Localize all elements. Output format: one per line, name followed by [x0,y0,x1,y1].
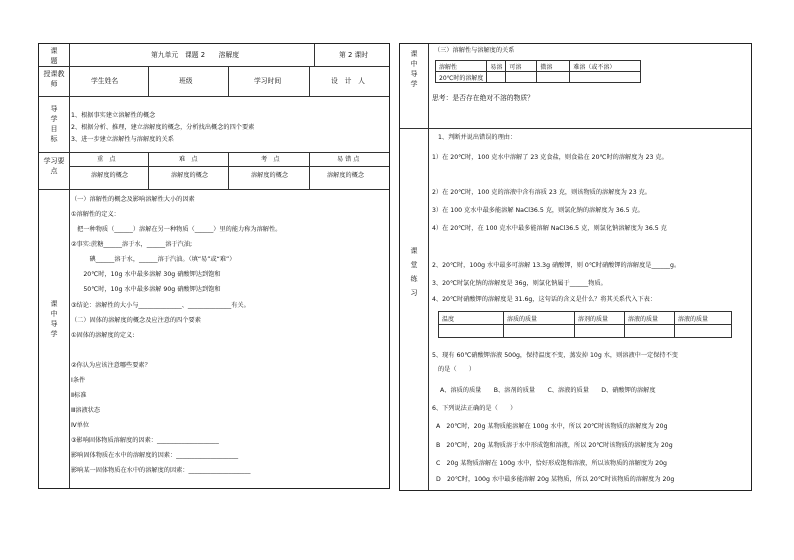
practice-line: A 20℃时，20g 某物质能溶解在 100g 水中，所以 20℃时该物质的溶解度为 20g [436,423,668,430]
practice-line: A、溶质的质量 B、溶剂的质量 C、溶液的质量 D、硝酸钾的溶解度 [440,387,656,394]
solubility-cell [487,72,506,83]
key-value: 溶解度的概念 [171,172,209,179]
key-header: 难 点 [179,156,198,163]
designer-label: 设 计 人 [331,77,365,85]
guide-line: 影响某一固体物质在水中的溶解度的因素：____________________ [71,467,251,474]
guide-line: Ⅱ标准 [71,392,87,399]
guide-line: 碘______溶于水，______溶于汽油。（填“易”或“难”） [71,256,236,263]
guide-line: （二）固体的溶解度的概念及应注意的四个要素 [71,317,201,324]
mass-cell [439,325,504,338]
goal-item: 1、根据事实建立溶解性的概念 [71,112,156,119]
key-value: 溶解度的概念 [251,172,289,179]
practice-line: 3）在 100 克水中最多能溶解 NaCl36.5 克，则氯化钠的溶解度为 36.5 克。 [432,207,644,214]
mass-header: 溶剂的质量 [575,312,625,325]
guide-line: ③结论：溶解性的大小与______________、______________有关。 [71,302,250,309]
mass-cell [575,325,625,338]
key-value: 溶解度的概念 [91,172,129,179]
student-name-label: 学生姓名 [91,77,119,85]
guide-label: 课中导学 [50,300,58,338]
solubility-cell: 微溶 [537,61,570,72]
goal-item: 3、进一步建立溶解性与溶解度的关系 [71,136,174,143]
practice-line: 2）在 20℃时，100 克的溶液中含有溶质 23 克，则该物质的溶解度为 23 克。 [432,189,651,196]
solubility-cell [537,72,570,83]
practice-line: 的是（ ） [438,366,476,373]
mass-cell [504,325,575,338]
period-label: 第 2 课时 [339,51,369,59]
left-page [38,43,390,489]
practice-line: B 20℃时，20g 某物质溶于水中形成饱和溶液，所以 20℃时该物质的溶解度为 20g [436,442,673,449]
mass-header: 溶液的质量 [675,312,732,325]
solubility-cell: 可溶 [506,61,537,72]
guide-line: ③影响固体物质溶解度的因素：____________________ [71,437,219,444]
practice-line: 4）在 20℃时，在 100 克水中最多能溶解 NaCl36.5 克，则氯化钠溶解度为 36.5 克 [432,225,667,232]
mass-relation-table [438,311,732,338]
solubility-cell: 难溶（或不溶） [570,61,641,72]
guide-line: Ⅲ溶液状态 [71,407,101,414]
practice-line: D 20℃时，100g 水中最多能溶解 20g 某物质，所以 20℃时该物质的溶解度为 20g [436,476,675,483]
key-header: 重 点 [97,156,116,163]
goal-item: 2、根据分析、推理，建立溶解度的概念，分析找出概念的四个要素 [71,124,255,131]
topic-label: 课题 [50,47,58,65]
mass-header: 温度 [439,312,504,325]
teacher-label: 授课教师 [43,70,65,88]
right-guide-label: 课中导学 [410,50,418,88]
practice-line: 5、现有 60℃硝酸钾溶液 500g，保持温度不变，蒸发掉 10g 水，则溶液中一定保持不变 [432,352,678,359]
practice-line: C 20g 某物质溶解在 100g 水中，恰好形成饱和溶液，所以该物质的溶解度为 20g [436,460,667,467]
guide-line: ①溶解性的定义： [71,211,120,218]
guide-line: （一）溶解性的概念及影响溶解性大小的因素 [71,196,195,203]
practice-line: 4、20℃时硝酸钾的溶解度是 31.6g，这句话的含义是什么？将其关系代入下表： [432,296,657,303]
solubility-cell [570,72,641,83]
practice-line: 3、20℃时氯化钠的溶解度是 36g，则氯化钠属于______物质。 [432,280,607,287]
unit-title: 第九单元 课题 2 溶解度 [151,51,240,59]
guide-line: 50℃时，10g 水中最多溶解 90g 硝酸钾达到饱和 [71,286,221,293]
guide-line: 把一种物质（______）溶解在另一种物质（______）里的能力称为溶解性。 [71,226,282,233]
practice-line: 1）在 20℃时，100 克水中溶解了 23 克食盐，则食盐在 20℃时的溶解度为 23 克。 [432,154,668,161]
key-header: 考 点 [261,156,280,163]
class-label: 班级 [179,77,193,85]
study-time-label: 学习时间 [254,77,282,85]
mass-cell [625,325,675,338]
solubility-cell: 易溶 [487,61,506,72]
guide-line: Ⅳ单位 [71,422,90,429]
key-points-label: 学习要点 [43,157,65,175]
guide-line: 影响固体物质在水中的溶解度的因素：____________________ [71,452,239,459]
relation-section-title: （三）溶解性与溶解度的关系 [434,47,515,54]
solubility-cell: 溶解性 [436,61,487,72]
goals-label: 导学目标 [50,105,58,143]
key-value: 溶解度的概念 [327,172,365,179]
think-question: 思考：是否存在绝对不溶的物质？ [432,94,534,102]
practice-label: 课堂练习 [410,247,418,297]
practice-line: 6、下列说法正确的是（ ） [432,405,517,412]
key-header: 易 错 点 [337,156,360,163]
solubility-table [435,60,641,83]
practice-line: 2、20℃时，100g 水中最多可溶解 13.3g 硝酸钾，则 0℃时硝酸钾的溶解度是______g。 [432,262,681,269]
practice-line: 1、判断并说出错误的理由： [438,134,517,141]
mass-header: 溶液的质量 [625,312,675,325]
guide-line: ②你认为应该注意哪些要素？ [71,362,151,369]
mass-cell [675,325,732,338]
solubility-cell [506,72,537,83]
guide-line: Ⅰ条件 [71,377,86,384]
guide-line: 20℃时，10g 水中最多溶解 30g 硝酸钾达到饱和 [71,271,221,278]
guide-line: ②事实:蔗糖______溶于水，______溶于汽油; [71,241,193,248]
right-page [399,43,752,491]
mass-header: 溶质的质量 [504,312,575,325]
guide-line: ①固体的溶解度的定义: [71,332,135,339]
solubility-cell: 20℃时的溶解度 [436,72,487,83]
